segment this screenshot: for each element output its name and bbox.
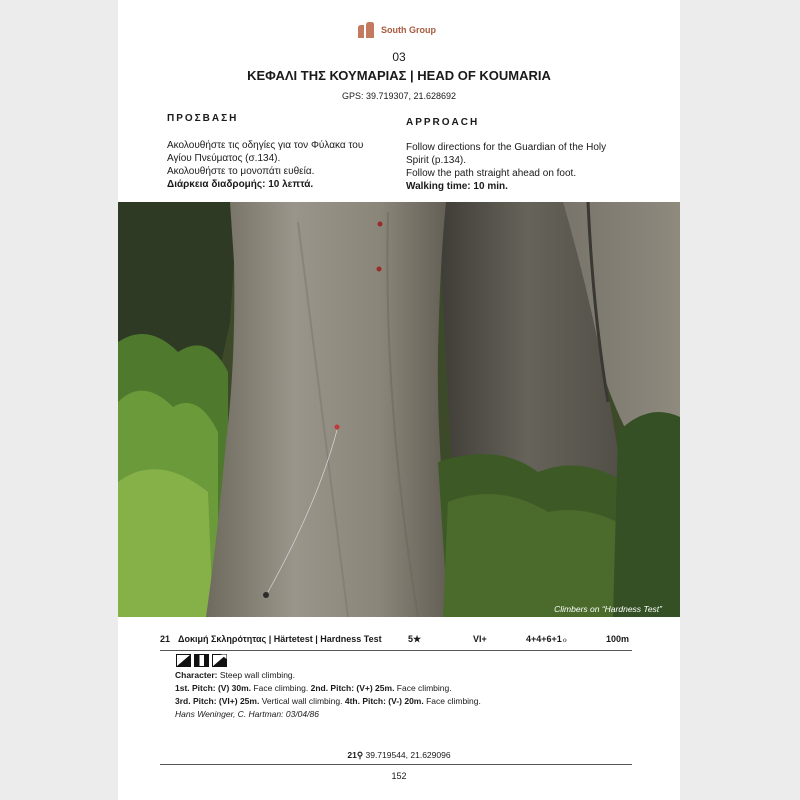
route-name: Δοκιμή Σκληρότητας | Härtetest | Hardness Test <box>178 634 382 644</box>
slab-icon <box>176 654 191 667</box>
pitch-3-text: Vertical wall climbing. <box>259 696 345 706</box>
vertical-icon <box>194 654 209 667</box>
approach-gr-line: Ακολουθήστε το μονοπάτι ευθεία. <box>167 166 315 177</box>
approach-text-greek <box>167 139 397 191</box>
group-label: South Group <box>381 25 436 35</box>
gps-coordinates: GPS: 39.719307, 21.628692 <box>341 91 457 101</box>
photo-caption: Climbers on “Hardness Test” <box>554 604 662 614</box>
pitch-2-label: 2nd. Pitch: (V+) 25m. <box>310 683 395 693</box>
approach-en-line: Follow the path straight ahead on foot. <box>406 168 577 179</box>
pitch-4-label: 4th. Pitch: (V-) 20m. <box>344 696 424 706</box>
style-icons <box>176 654 227 667</box>
rock-photo <box>118 202 680 617</box>
walking-time-greek: Διάρκεια διαδρομής: 10 λεπτά. <box>167 179 314 190</box>
approach-text-english <box>406 141 656 193</box>
approach-en-line: Spirit (p.134). <box>406 155 467 166</box>
pitches-line-2 <box>175 695 635 708</box>
overhang-icon <box>212 654 227 667</box>
character-text: Steep wall climbing. <box>217 670 296 680</box>
approach-heading-english: APPROACH <box>406 117 480 128</box>
pitch-4-text: Face climbing. <box>423 696 481 706</box>
pitch-1-label: 1st. Pitch: (V) 30m. <box>175 683 252 693</box>
coord-route-number: 21 <box>347 750 357 760</box>
coord-values: 39.719544, 21.629096 <box>365 750 451 760</box>
character-line <box>175 669 635 682</box>
guidebook-page <box>118 0 680 800</box>
route-number-label: 21 <box>160 634 171 644</box>
route-info-row <box>160 634 632 650</box>
route-grade: VI+ <box>473 634 487 644</box>
footer-divider <box>160 764 632 765</box>
route-rating: 5★ <box>408 634 422 644</box>
approach-en-line: Follow directions for the Guardian of the Holy <box>406 142 607 153</box>
pitch-1-text: Face climbing. <box>251 683 311 693</box>
route-bolts <box>526 634 567 645</box>
route-bolts-value: 4+4+6+1 <box>526 634 562 644</box>
approach-heading-greek: ΠΡΟΣΒΑΣΗ <box>167 113 239 124</box>
pitch-3-label: 3rd. Pitch: (VI+) 25m. <box>175 696 260 706</box>
ring-anchor-icon: ℴ <box>562 634 567 644</box>
pitches-line-1 <box>175 682 635 695</box>
page-title: ΚΕΦΑΛΙ ΤΗΣ ΚΟΥΜΑΡΙΑΣ | HEAD OF KOUMARIA <box>247 68 551 83</box>
section-header <box>358 22 436 38</box>
pitch-2-text: Face climbing. <box>394 683 452 693</box>
route-coordinates <box>118 750 680 761</box>
walking-time-english: Walking time: 10 min. <box>406 181 508 192</box>
page-number: 152 <box>391 771 407 781</box>
location-pin-icon: ⚲ <box>356 750 364 760</box>
route-number: 03 <box>392 50 406 64</box>
approach-gr-line: Ακολουθήστε τις οδηγίες για τον Φύλακα του <box>167 140 364 151</box>
rock-photo-illustration <box>118 202 680 617</box>
route-length: 100m <box>606 634 630 644</box>
route-description <box>175 669 635 721</box>
rock-towers-icon <box>358 22 375 38</box>
approach-gr-line: Αγίου Πνεύματος (σ.134). <box>167 153 281 164</box>
first-ascent: Hans Weninger, C. Hartman: 03/04/86 <box>175 709 319 719</box>
character-label: Character: <box>175 670 218 680</box>
route-divider <box>160 650 632 651</box>
